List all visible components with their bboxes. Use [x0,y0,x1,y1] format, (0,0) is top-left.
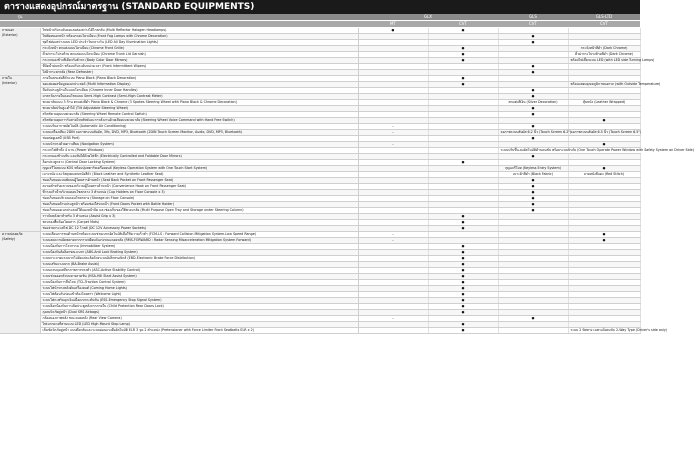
value-cell: ● [498,64,568,70]
feature-label: เบาะหนัง และวัสดุทดแทนหนังสีดำ (Black Leather and Synthetic Leather Seat) [40,172,358,178]
feature-label: ระบบป้องกันการลื่นไถล (TCL-Traction Control System) [40,280,358,286]
value-cell-merged: ระบบปรับขึ้น-ลงอัตโนมัติด้านคนขับ พร้อมระบบนิรภัย (One Touch Operate Power Window with Safety System on Driver Side) [498,148,640,154]
value-cell: ● [428,280,498,286]
value-cell: ● [498,112,568,118]
value-cell: – [358,232,428,238]
value-cell: ● [498,190,568,196]
table-row [0,328,640,334]
feature-label: ระบบควบคุมเสถียรภาพการทรงตัว (ASC-Active Stability Control) [40,268,358,274]
value-cell: ● [568,118,640,124]
value-cell: ● [428,310,498,316]
transmission-header: CVT [498,21,568,28]
feature-label: ไฟเบรกดวงที่สามแบบ LED (LED High Mount Stop Lamp) [40,322,358,328]
value-cell: ● [498,196,568,202]
value-cell: – [358,130,428,136]
section-name-en: (Safety) [2,237,16,241]
feature-label: มาตรวัดภายในคอนโซลแบบ Semi-High Contrast (Semi-High Contrast Meter) [40,94,358,100]
value-cell: ● [498,208,568,214]
value-cell: ● [428,46,498,52]
feature-label: มือจับประตูด้านในแบบโครเมียม (Chrome Inner Door Handles) [40,88,358,94]
feature-label: ระบบเตือนการชนด้านหน้าพร้อมระบบช่วยเบรกอัตโนมัติเมื่อใช้ความเร็วต่ำ (FCM-LS : Forward Collision Mitigation System-Low Speed Range) [40,232,358,238]
feature-label: ช่องเก็บของอเนกประสงค์ใต้แผงหน้าปัด และช่องเก็บของใต้พวงมาลัย (Multi Purpose Open Tray and Storage under Steering Column) [40,208,358,214]
feature-label: ถุงลมนิรภัยคู่หน้า (Dual SRS Airbags) [40,310,358,316]
value-cell: ● [428,268,498,274]
value-cell: กุญแจรีโมท (Keyless Entry System) [498,166,568,172]
value-cell: ตกแต่งสีเงิน (Silver Decoration) [498,100,568,106]
value-cell: ● [498,40,568,46]
feature-label: กล้องมองภาพหลัง ขณะถอยหลัง (Rear View Camera) [40,316,358,322]
transmission-header: MT [358,21,428,28]
feature-label: พวงมาลัยแบบ 3 ก้าน ตกแต่งสีดำ Piano Black & Chrome (3 Spokes Steering Wheel with Piano Black & Chrome Decoration) [40,100,358,106]
feature-label: ระบบลดความผิดพลาดจากการเหยียบคันเร่งขณะถอยหลัง (RMS-FORWARD : Radar Sensing Misacceleration Mitigation System Forward) [40,238,358,244]
feature-label: ระบบเครื่องเสียง 2DIN จอภาพระบบสัมผัส, 3Yo, DVD, MP3, Bluetooth (2DIN Touch Screen Monitor, Audio, DVD, MP3, Bluetooth) [40,130,358,136]
value-cell: ● [498,94,568,100]
feature-label: ระบบปรับอากาศอัตโนมัติ (Automatic Air Conditioning) [40,124,358,130]
header-spacer-2 [40,21,358,28]
feature-label: ระบบป้องกันล้อล็อกขณะเบรก (ABS-Anti Lock Braking System) [40,250,358,256]
feature-label: ช่องต่อยูเอสบี (USB Port) [40,136,358,142]
value-cell: ● [428,262,498,268]
value-cell: ● [428,58,498,64]
value-cell: ● [498,124,568,130]
feature-label: ที่ปัดน้ำฝนหน้า พร้อมปรับระดับหน่วงเวลา (Front Intermittent Wipers) [40,64,358,70]
value-cell: ● [358,28,428,34]
feature-label: ตะขอสำหรับแขวนของบริเวณผู้โดยสารด้านหน้า (Convenience Hook on Front Passenger Seat) [40,184,358,190]
value-cell: ● [428,244,498,250]
value-cell: ● [428,304,498,310]
feature-label: กระจกมองข้างปรับ และพับได้ด้วยไฟฟ้า (Electrically Controlled and Foldable Door Mirrors) [40,154,358,160]
value-cell: ● [428,298,498,304]
feature-label: กระจังหน้า ตกแต่งแบบโครเมียม (Chrome Front Grille) [40,46,358,52]
value-cell [358,328,428,334]
feature-label: ช่องเก็บของบริเวณคอนโซลกลาง (Storage on Floor Console) [40,196,358,202]
section-name-th: ความปลอดภัย [2,232,23,236]
feature-label: สวิตช์ควบคุมการรับสายโทรศัพท์และการสั่งงานด้วยเสียงบนพวงมาลัย (Steering Wheel Voice Command with Hand Free Switch) [40,118,358,124]
feature-label: ไฟตัดหมอกหน้า พร้อมกรอบโครเมียม (Front Fog Lamps with Chrome Decoration) [40,34,358,40]
value-cell: จอภาพระบบสัมผัส 6.2 นิ้ว (Touch Screen 6.2") [498,130,568,136]
section-label [0,28,40,76]
feature-label: ระบบไฟนำทางหลังดับเครื่องยนต์ (Coming Home Lights) [40,286,358,292]
value-cell: ● [428,274,498,280]
feature-label: ช่องเก็บของด้านประตูหน้า พร้อมช่องใส่ขวดน้ำ (Front Doors Pocket with Bottle Holder) [40,202,358,208]
value-cell: เบาะผ้าสีดำ (Black Fabric) [498,172,568,178]
feature-label: กระจกไฟฟ้าทั้ง 4 บาน (Power Windows) [40,148,358,154]
value-cell: ● [428,226,498,232]
value-cell: – [358,316,428,322]
feature-label: ที่วางแก้วน้ำบริเวณคอนโซลกลาง 3 ตำแหน่ง (Cup Holders on Floor Console x 3) [40,190,358,196]
value-cell: พร้อมไฟเลี้ยวแบบ LED (with LED side Turning Lamps) [568,58,640,64]
value-cell: – [358,124,428,130]
section-name-en: (Exterior) [2,33,18,37]
section-label [0,232,40,334]
value-cell: ● [428,256,498,262]
value-cell: ● [498,136,568,142]
feature-label: จอแสดงผลข้อมูลอเนกประสงค์ (Multi Information Display) [40,82,358,88]
grade-header-glx: GLX [358,14,498,21]
value-cell: ● [568,166,640,172]
page-title: ตารางแสดงอุปกรณ์มาตรฐาน (STANDARD EQUIPMENTS) [0,0,640,14]
feature-label: ล็อกประตูกลาง (Central Door Locking System) [40,160,358,166]
value-cell: ● [428,52,498,58]
value-cell: ● [428,328,498,334]
value-cell: คิ้วฝากระโปรงท้ายสีดำ (Dark Chrome) [568,52,640,58]
value-cell: จอภาพระบบสัมผัส 6.5 นิ้ว (Touch Screen 6.5") [568,130,640,136]
value-cell: ● [428,214,498,220]
feature-label: ไล่ฝ้ากระจกหลัง (Rear Defroster) [40,70,358,76]
value-cell: ● [428,292,498,298]
table-body [0,28,694,334]
value-cell: ● [498,34,568,40]
value-cell: ● [568,238,640,244]
feature-label: เข็มขัดนิรภัยคู่หน้า แบบดึงกลับและระบบผ่อนแรงดึงอัตโนมัติ ELR 3 จุด 2 ตำแหน่ง (Pretensioner with Force Limiter Front Seatbelts ELR x 2) [40,328,358,334]
value-cell: กระจังหน้าสีดำ (Dark Chrome) [568,46,640,52]
value-cell: – [358,142,428,148]
feature-label: ชุดไฟส่องสว่างแบบ LED ประจำวันกลางวัน (LED All Day Illumination Lights) [40,40,358,46]
section-name-th: ภายนอก [2,28,15,32]
feature-label: ระบบล็อกป้องกันการเปิดประตูหลังจากภายใน (Child Protection Rear Doors Lock) [40,304,358,310]
value-cell: ระบบ 2 ทิศทาง เฉพาะฝั่งคนขับ 2-Way Type (Driver's side only) [568,328,640,334]
value-cell: หุ้มหนัง (Leather Wrapped) [568,100,640,106]
value-cell: – [358,238,428,244]
feature-label: พวงมาลัยปรับสูง-ต่ำได้ (Tilt Adjustable Steering Wheel) [40,106,358,112]
feature-label: สวิตช์ควบคุมบนพวงมาลัย (Steering Wheel Remote Control Switch) [40,112,358,118]
model-label: รุ่น [0,14,40,21]
value-cell: ● [428,322,498,328]
feature-label: ระบบนำทางด้วยดาวเทียม (Navigation System) [40,142,358,148]
value-cell: ● [498,154,568,160]
value-cell: ● [568,232,640,238]
spec-table [0,14,694,334]
section-label [0,76,40,232]
value-cell: ลายหนังสีแดง (Red Stitch) [568,172,640,178]
header-spacer-1 [0,21,40,28]
value-cell: พร้อมแสดงอุณหภูมิภายนอกรถ (with Outside Temperature) [568,82,640,88]
feature-label: ระบบป้องกันการโจรกรรม (Immobilizer System) [40,244,358,250]
value-cell: ● [428,160,498,166]
feature-label: ช่องจ่ายกระแสไฟ DC 12 โวลต์ (DC 12V Accessory Power Sockets) [40,226,358,232]
value-cell [498,328,568,334]
section-name-th: ภายใน [2,76,12,80]
feature-label: กระจกมองข้างสีเดียวกับตัวรถ (Body Color Door Mirrors) [40,58,358,64]
feature-label: ภายในตกแต่งสีดำแบบ Piano Black (Piano Black Decoration) [40,76,358,82]
value-cell: ● [498,70,568,76]
value-cell: ● [498,88,568,94]
value-cell: ● [498,184,568,190]
value-cell: ● [428,76,498,82]
feature-label: ช่องเก็บของแบบพับบนผู้โดยสารด้านหน้า (Seat Back Pocket on Front Passenger Seat) [40,178,358,184]
value-cell: ● [428,82,498,88]
value-cell: ● [428,286,498,292]
feature-label: ราวจับหลังคาสำหรับ 3 ตำแหน่ง (Assist Grip x 3) [40,214,358,220]
feature-label: ระบบเสริมแรงเบรก (BA-Brake Assist) [40,262,358,268]
value-cell: ● [498,178,568,184]
grade-header-gls-ltd: GLS-LTD [568,14,640,21]
transmission-header: CVT [428,21,498,28]
value-cell: ● [498,202,568,208]
feature-label: พรมรองพื้นห้องโดยสาร (Carpet Mats) [40,220,358,226]
value-cell: ● [428,220,498,226]
feature-label: ระบบช่วยออกตัวบนทางลาดชัน (HSA-Hill Start Assist System) [40,274,358,280]
grade-header-gls: GLS [498,14,568,21]
value-cell: ● [498,316,568,322]
feature-label: กุญแจรีโมทแบบ KOS พร้อมปุ่มสตาร์ทเครื่องยนต์ (Keyless Operation System with One Touch Start System) [40,166,358,172]
value-cell: ● [428,28,498,34]
value-cell: ● [428,250,498,256]
feature-label: ระบบไฟกะพริบฉุกเฉินเมื่อเบรกกะทันหัน (ESS-Emergency Stop Signal System) [40,298,358,304]
value-cell: ● [498,106,568,112]
feature-label: ระบบกระจายแรงเบรกไปยังแต่ละล้อด้วยระบบอิเล็กทรอนิกส์ (EBD-Electronic Brake Force Distribution) [40,256,358,262]
feature-label: คิ้วฝากระโปรงท้าย ตกแต่งแบบโครเมียม (Chrome Trunk Lid Garnish) [40,52,358,58]
value-cell: ● [568,142,640,148]
section-name-en: (Interior) [2,81,17,85]
transmission-header: CVT [568,21,640,28]
feature-label: ไฟหน้าปรับระดับคงแสงส่องสว่างได้ไกลกลับ (Multi Reflector Halogen Headlamps) [40,28,358,34]
feature-label: ระบบไฟต้อนรับก่อนเข้าห้องโดยสาร (Welcome Light) [40,292,358,298]
table-header [0,14,640,28]
